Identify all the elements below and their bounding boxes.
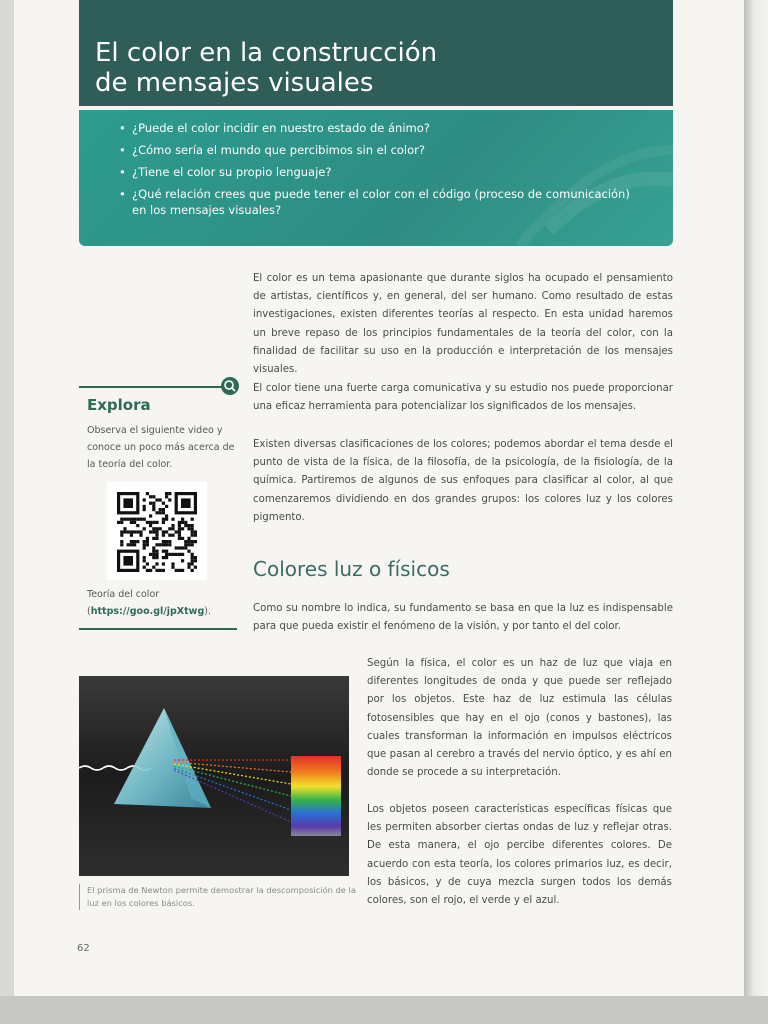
next-page-edge <box>744 0 768 1000</box>
link-open-paren: ( <box>87 606 91 617</box>
question-item: • ¿Puede el color incidir en nuestro estado de ánimo? <box>119 120 639 136</box>
page-number: 62 <box>77 943 90 954</box>
explora-heading: Explora <box>87 396 151 414</box>
question-item: • ¿Cómo sería el mundo que percibimos sin el color? <box>119 142 639 158</box>
prism-caption: El prisma de Newton permite demostrar la descomposición de la luz en los colores básicos. <box>79 884 357 910</box>
video-title: Teoría del color <box>87 589 160 600</box>
chapter-title-line1: El color en la construcción <box>95 38 438 68</box>
qr-code[interactable] <box>107 482 207 580</box>
physics-paragraph: Según la física, el color es un haz de luz que viaja en diferentes longitudes de onda y que puede ser reflejado por los objetos. Este haz de luz estimula las células fotosensibles que hay en el ojo (conos y bastones), las cuales transforman la información en impulsos eléctricos que pasan al cerebro a través del nervio óptico, y es ahí en donde se procede a su interpretación. <box>367 658 672 779</box>
questions-list <box>119 120 639 224</box>
intro-paragraph: El color es un tema apasionante que durante siglos ha ocupado el pensamiento de artistas, científicos y, en general, del ser humano. Como resultado de estas investigaciones, existen diferentes teorías al respecto. En esta unidad haremos un breve repaso de los principios fundamentales de la teoría del color, con la finalidad de facilitar su uso en la producción e interpretación de los mensajes visuales. <box>253 273 673 376</box>
search-icon <box>221 377 239 395</box>
question-item: • ¿Qué relación crees que puede tener el color con el código (proceso de comunicación) en los mensajes visuales? <box>119 186 639 218</box>
explora-bottom-rule <box>79 628 237 630</box>
explora-top-rule <box>79 386 225 388</box>
chapter-title <box>95 38 655 98</box>
explora-description: Observa el siguiente video y conoce un poco más acerca de la teoría del color. <box>87 425 235 470</box>
section-title: Colores luz o físicos <box>253 557 450 581</box>
light-paragraph: Como su nombre lo indica, su fundamento se basa en que la luz es indispensable para que pueda existir el fenómeno de la visión, y por tanto el del color. <box>253 603 673 633</box>
prism-photo <box>79 676 349 876</box>
chapter-header <box>79 0 673 106</box>
guiding-questions-box <box>79 110 673 246</box>
scan-bottom-band <box>0 996 768 1024</box>
classification-paragraph: Existen diversas clasificaciones de los colores; podemos abordar el tema desde el punto de vista de la física, de la filosofía, de la psicología, de la fisiología, de la química. Partiremos de algunos de sus enfoques para clasificar al color, al que comenzaremos dividiendo en dos grandes grupos: los colores luz y los colores pigmento. <box>253 439 673 523</box>
link-close-paren: ). <box>204 606 211 617</box>
chapter-title-line2: de mensajes visuales <box>95 68 374 98</box>
explora-caption <box>87 586 237 620</box>
question-item: • ¿Tiene el color su propio lenguaje? <box>119 164 639 180</box>
explora-box <box>79 386 237 630</box>
prism-illustration <box>79 676 349 876</box>
video-link[interactable]: https://goo.gl/jpXtwg <box>90 606 205 617</box>
objects-paragraph: Los objetos poseen características específicas físicas que les permiten absorber ciertas ondas de luz y reflejar otras. De esta manera, el ojo percibe diferentes colores. De acuerdo con esta teoría, los colores primarios luz, es decir, los básicos, y de cuya mezcla surgen todos los demás colores, son el rojo, el verde y el azul. <box>367 804 672 907</box>
communication-paragraph: El color tiene una fuerte carga comunicativa y su estudio nos puede proporcionar una eficaz herramienta para potencializar los significados de los mensajes. <box>253 383 673 413</box>
